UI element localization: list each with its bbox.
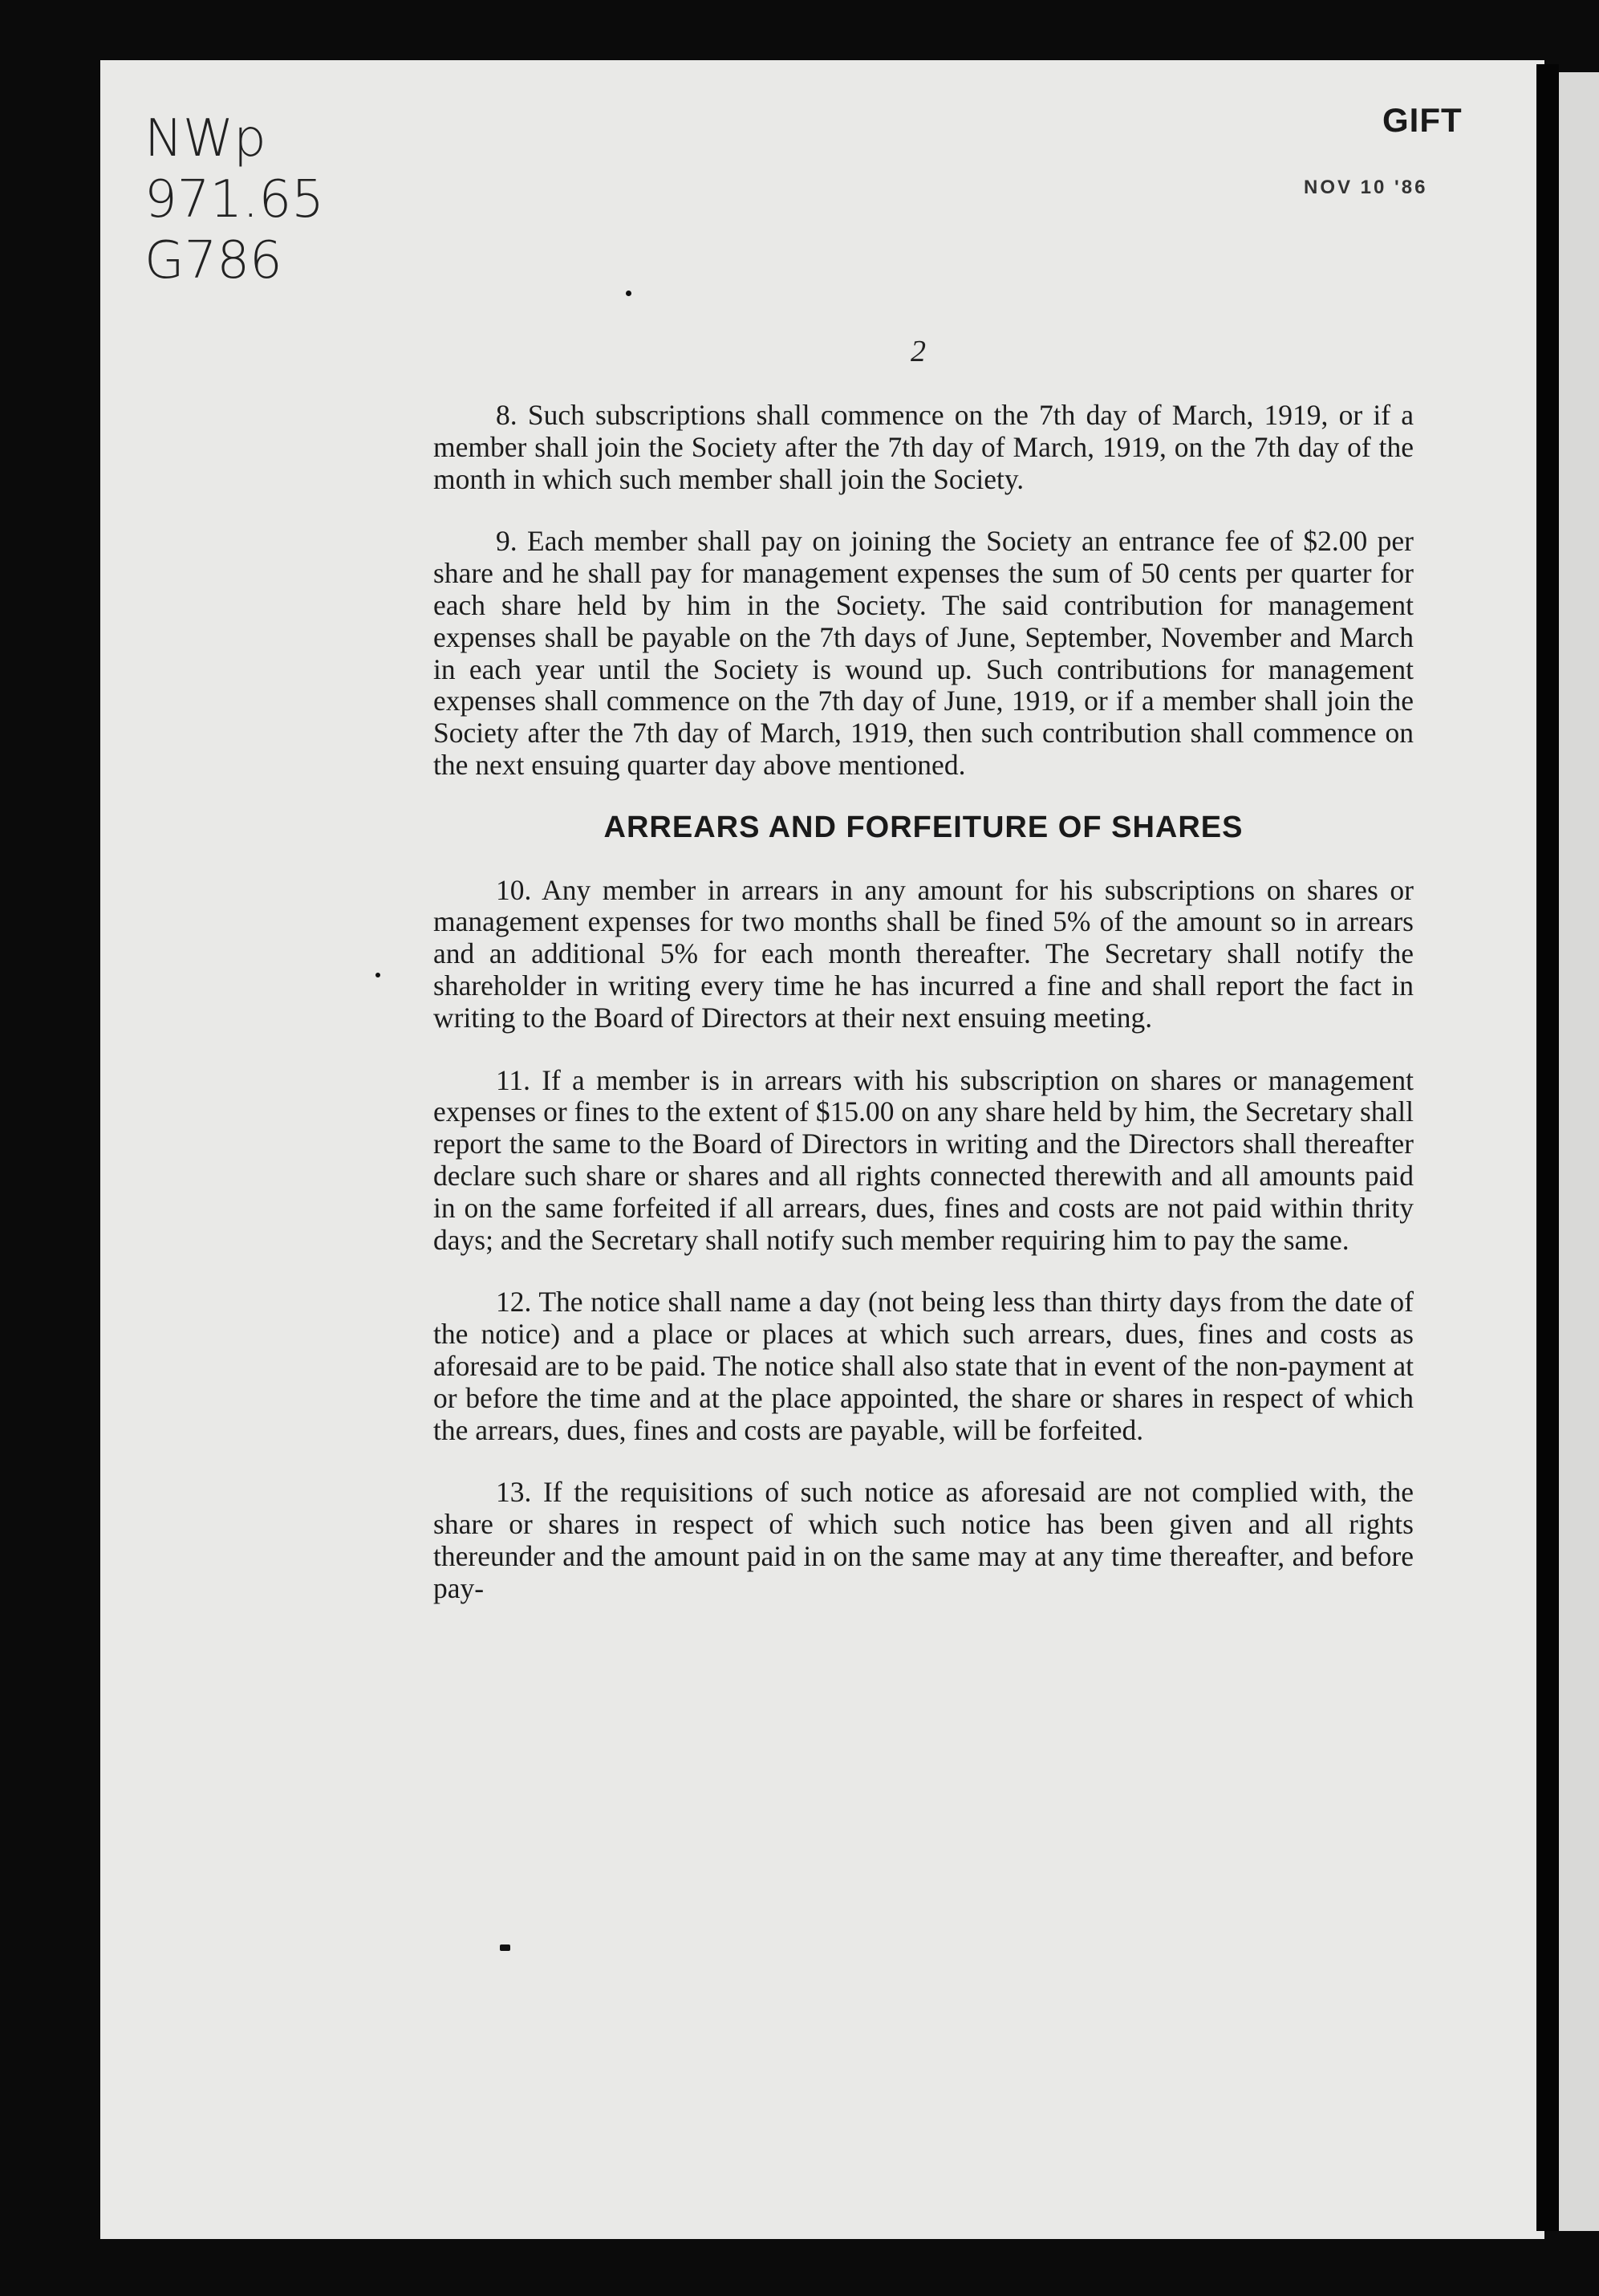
scan-speck: [626, 291, 631, 296]
call-number-line-1: NWp: [144, 109, 266, 169]
paragraph-10: 10. Any member in arrears in any amount for his subscriptions on shares or management expenses for two months shall be fined 5% of the amount so in arrears and an additional 5% for each month thereafter. The Secretary shall notify the shareholder in writing every time he has incurred a fine and shall report the fact in writing to the Board of Directors at their next ensuing meeting.: [433, 873, 1414, 1034]
paragraph-12: 12. The notice shall name a day (not being less than thirty days from the date of the notice) and a place or places at which such arrears, dues, fines and costs as aforesaid are to be paid. The notice shall also state that in event of the non-payment at or before the time and at the place appointed, the share or shares in respect of which the arrears, dues, fines and costs are payable, will be forfeited.: [433, 1286, 1414, 1446]
scan-speck: [375, 973, 380, 977]
adjacent-page-strip: [1559, 72, 1599, 2231]
call-number-line-3: G786: [144, 231, 282, 291]
section-heading: ARREARS AND FORFEITURE OF SHARES: [603, 810, 1244, 844]
date-stamp: NOV 10 '86: [1304, 177, 1428, 198]
document-body: [433, 400, 1414, 1636]
paragraph-11: 11. If a member is in arrears with his subscription on shares or management expenses or fines to the extent of $15.00 on any share held by him, the Secretary shall report the same to the Board of Directors in writing and the Directors shall thereafter declare such share or shares and all rights connected therewith and all amounts paid in on the same forfeited if all arrears, dues, fines and costs are not paid within thrity days; and the Secretary shall notify such member requiring him to pay the same.: [433, 1063, 1414, 1256]
page-number: 2: [911, 335, 926, 368]
gift-stamp: GIFT: [1382, 101, 1463, 139]
paragraph-13: 13. If the requisitions of such notice as aforesaid are not complied with, the share or shares in respect of which such notice has been given and all rights thereunder and the amount paid in on the same may at any time thereafter, and before pay-: [433, 1476, 1414, 1604]
call-number-line-2: 971.65: [144, 170, 324, 230]
paragraph-8: 8. Such subscriptions shall commence on the 7th day of March, 1919, or if a member shall join the Society after the 7th day of March, 1919, on the 7th day of the month in which such member shall join the Society.: [433, 399, 1414, 495]
handwritten-call-number: [144, 108, 324, 291]
scan-speck: [500, 1944, 510, 1951]
page-edge-shadow: [1536, 64, 1559, 2231]
paragraph-9: 9. Each member shall pay on joining the Society an entrance fee of $2.00 per share and he shall pay for management expenses the sum of 50 cents per quarter for each share held by him in the Society. The said contribution for management expenses shall be payable on the 7th days of June, September, November and March in each year until the Society is wound up. Such contributions for management expenses shall commence on the 7th day of June, 1919, or if a member shall join the Society after the 7th day of March, 1919, then such contribution shall commence on the next ensuing quarter day above mentioned.: [433, 525, 1414, 781]
